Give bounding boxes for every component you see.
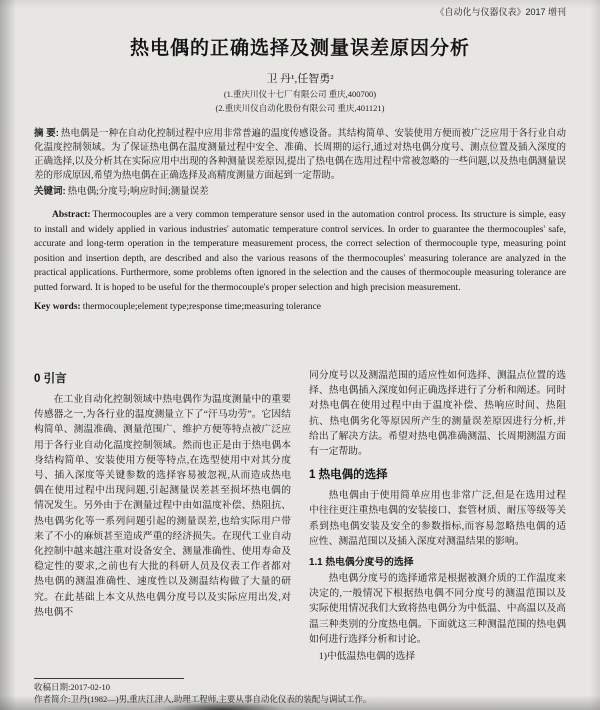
abstract-en-text: Thermocouples are a very common temperature sensor used in the automation control process. Its structure is simple, easy to install and widely applied in various industries' automatic temperature control services. In order to guarantee the thermocouples' safe, accurate and long-term operation in the temperature measurement process, the correct selection of thermocouple type, measuring point position and insertion depth, are described and also the various reasons of the thermocouples' measuring tolerance are analyzed in the practical applications. Furthermore, some problems often ignored in the selection and the causes of thermocouple measuring tolerance are putted forward. It is hoped to be useful for the thermocouple's proper selection and high precision measurement.: [34, 210, 566, 293]
received-date: 收稿日期:2017-02-10: [34, 682, 111, 692]
section-1-1-heading: 1.1 热电偶分度号的选择: [309, 557, 414, 569]
paper-head: [34, 0, 566, 366]
section-0-continuation: 同分度号以及测温范围的适应性如何选择、测温点位置的选择、热电偶插入深度如何正确选择进行了分析和阐述。同时对热电偶在使用过程中由于温度补偿、热响应时间、热阻抗、热电偶劣化等原因所产生的测量误差原因进行分析,并给出了解决方法。希望对热电偶准确测温、长周期测温方面有一定帮助。: [309, 370, 566, 458]
section-1-1-item: 1)中低温热电偶的选择: [318, 651, 416, 663]
keywords-zh-text: 热电偶;分度号;响应时间;测量误差: [67, 187, 209, 197]
keywords-zh-label: 关键词:: [34, 186, 66, 197]
keywords-en-label: Key words:: [34, 302, 81, 312]
footnote: [34, 678, 454, 705]
abstract-zh-text: 热电偶是一种在自动化控制过程中应用非常普遍的温度传感设备。其结构简单、安装使用方便而被广泛应用于各行业自动化温度控制领域。为了保证热电偶在温度测量过程中安全、准确、长周期的运行,通过对热电偶分度号、测点位置及插入深度的正确选择,以及分析其在实际应用中出现的各种测量误差原因,提出了热电偶在选用过程中常被忽略的一些问题,以及热电偶测量误差的形成原因,希望为热电偶在正确选择及高精度测量方面起到一定帮助。: [34, 129, 566, 181]
abstract-en-label: Abstract:: [52, 210, 91, 220]
column-left: [34, 368, 291, 674]
authors-line: 卫 丹¹,任智勇²: [266, 73, 334, 85]
abstract-zh-label: 摘 要:: [34, 128, 59, 139]
journal-header: 《自动化与仪器仪表》2017 增刊: [435, 7, 566, 17]
section-1-heading: 1 热电偶的选择: [309, 469, 388, 482]
section-0-paragraph: 在工业自动化控制领域中热电偶作为温度测量中的重要传感器之一,为各行业的温度测量立下了“汗马功劳”。它因结构简单、测温准确、测量范围广、维护方便等特点被广泛应用于各行业自动化温度控制领域。然而也正是由于热电偶本身结构简单、安装使用方便等特点,在选型使用中对其分度号、插入深度等关键参数的选择容易被忽视,从而造成热电偶在使用过程中出现问题,引起测量误差甚至损坏热电偶的情况发生。另外由于在测量过程中由如温度补偿、热阻抗、热电偶劣化等一系列问题引起的测量误差,也给实际用户带来了不小的麻烦甚至造成严重的经济损失。在现代工业自动化控制中越来越注重对设备安全、测量准确性、使用寿命及稳定性的要求,之前也有大批的科研人员及仪表工作者都对热电偶的测温准确性、速度性以及测温结构做了大量的研究。在此基础上本文从热电偶分度号以及实际应用出发,对热电偶不: [34, 394, 291, 618]
affiliation-1: (1.重庆川仪十七厂有限公司 重庆,400700): [223, 89, 377, 99]
keywords-zh: [34, 185, 566, 199]
affiliation-2: (2.重庆川仪自动化股份有限公司 重庆,401121): [215, 103, 385, 113]
footnote-rule: [34, 678, 184, 679]
abstract-en: [34, 208, 566, 295]
section-0-heading: 0 引言: [34, 373, 67, 385]
column-right: [309, 368, 566, 674]
body-columns: [34, 368, 566, 674]
abstract-zh: [34, 127, 566, 183]
keywords-en: [34, 300, 566, 314]
section-1-1-paragraph: 热电偶分度号的选择通常是根据被测介质的工作温度来决定的,一般情况下根据热电偶不同分度号的测温范围以及实际使用情况我们大致将热电偶分为中低温、中高温以及高温三种类别的分度热电偶。下面就这三种测温范围的热电偶如何进行选择分析和讨论。: [309, 573, 566, 645]
keywords-en-text: thermocouple;element type;response time;measuring tolerance: [82, 302, 321, 312]
author-bio: 作者简介:卫丹(1982—)男,重庆江津人,助理工程师,主要从事自动化仪表的装配与调试工作。: [34, 694, 372, 704]
section-1-paragraph: 热电偶由于使用简单应用也非常广泛,但是在选用过程中往往更注重热电偶的安装接口、套管材质、耐压等级等关系到热电偶安装及安全的参数指标,而容易忽略热电偶的适应性、测温范围以及插入深度对测温结果的影响。: [309, 490, 566, 547]
paper-title: 热电偶的正确选择及测量误差原因分析: [129, 38, 470, 59]
